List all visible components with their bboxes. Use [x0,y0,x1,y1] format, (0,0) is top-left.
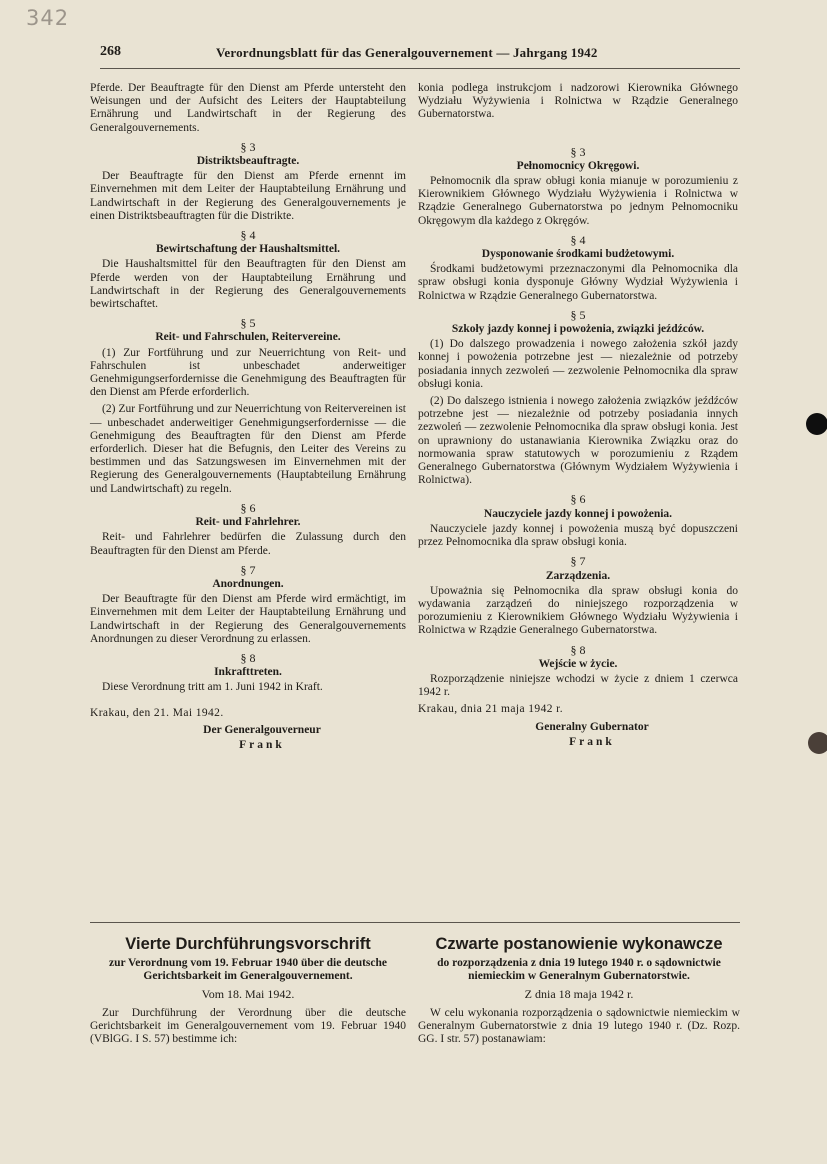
section-heading: Zarządzenia. [545,569,611,582]
regulation-date: Vom 18. Mai 1942. [201,987,295,1001]
place-date-line: Krakau, den 21. Mai 1942. [90,706,224,719]
section-heading: Inkrafttreten. [214,666,282,679]
section-number: § 7 [240,562,256,577]
section-number: § 4 [570,232,586,247]
punch-hole [808,732,827,754]
german-column [90,82,406,752]
polish-column [418,82,738,749]
section-number: § 6 [570,492,586,507]
section-number: § 6 [240,500,256,515]
section-number: § 8 [240,650,256,665]
regulation-title: Czwarte postanowienie wykonawcze [435,935,723,953]
regulation-preamble: W celu wykonania rozporządzenia o sądownictwie niemieckim w Generalnym Gubernatorstwie z dnia 19 lutego 1940 r. (Dz. Rozp. GG. I str. 57) postanawiam: [418,1007,740,1045]
signer-name: Frank [569,735,615,748]
regulation-title: Vierte Durchführungsvorschrift [125,935,371,953]
section-heading: Pełnomocnicy Okręgowi. [516,159,640,172]
section-heading: Dysponowanie środkami budżetowymi. [481,248,675,261]
german-regulation-start [90,936,406,1046]
section-paragraph-1: (1) Do dalszego prowadzenia i nowego założenia szkół jazdy konnej i powożenia potrzebne jest — niezależnie od potrzeby posiadania innych zezwoleń — zezwolenie Pełnomocnika dla spraw obsługi konia. [418,338,738,390]
section-text: Pełnomocnik dla spraw obługi konia mianuje w porozumieniu z Kierownikiem Głównego Wydziału Wyżywienia i Rolnictwa w Rządzie Generalnego Gubernatorstwa po jednym Pełnomocniku Okręgowym dla każdego z Okręgów. [418,175,738,227]
intro-paragraph: Pferde. Der Beauftragte für den Dienst am Pferde untersteht den Weisungen und der Aufsicht des Leiters der Hauptabteilung Ernährung und Landwirtschaft in der Regierung des Generalgouvernements. [90,82,406,134]
section-number: § 5 [240,316,256,331]
section-paragraph-2: (2) Zur Fortführung und zur Neuerrichtung von Reitervereinen ist — unbeschadet anderweitiger Genehmigungserfordernisse — die Genehmigung des Beauftragten für den Dienst am Pferde erforderlich. Dieser hat die Befugnis, den Leiter des Vereins zu bestimmen und das Satzungswesen im Einvernehmen mit der Regierung des Generalgouvernements (Hauptabteilung Ernährung und Landwirtschaft) zu regeln. [90,403,406,495]
punch-hole [806,413,827,435]
section-heading: Szkoły jazdy konnej i powożenia, związki jeźdźców. [451,323,705,336]
section-heading: Nauczyciele jazdy konnej i powożenia. [483,507,673,520]
section-divider [90,922,740,923]
section-heading: Distriktsbeauftragte. [196,155,300,168]
section-number: § 3 [240,139,256,154]
section-heading: Wejście w życie. [538,657,618,670]
section-heading: Bewirtschaftung der Haushaltsmittel. [155,243,341,256]
section-text: Der Beauftragte für den Dienst am Pferde ernennt im Einvernehmen mit dem Leiter der Hauptabteilung Ernährung und Landwirtschaft in der Regierung des Generalgouvernements je einen Distriktsbeauftragten für die Distrikte. [90,170,406,222]
section-number: § 3 [570,144,586,159]
regulation-date: Z dnia 18 maja 1942 r. [524,987,634,1001]
section-text: Die Haushaltsmittel für den Beauftragten für den Dienst am Pferde werden von der Hauptabteilung Ernährung und Landwirtschaft in der Regierung des Generalgouvernements bewirtschaftet. [90,258,406,311]
section-number: § 5 [570,307,586,322]
place-date-line: Krakau, dnia 21 maja 1942 r. [418,703,564,716]
section-text: Der Beauftragte für den Dienst am Pferde wird ermächtigt, im Einvernehmen mit dem Leiter der Hauptabteilung Ernährung und Landwirtschaft in der Regierung des Generalgouvernements Anordnungen zu dieser Verordnung zu erlassen. [90,593,406,645]
handwritten-page-note: 342 [26,6,70,30]
polish-regulation-start [418,936,740,1046]
section-text: Środkami budżetowymi przeznaczonymi dla Pełnomocnika dla spraw obsługi konia dysponuje Główny Wydział Wyżywienia i Rolnictwa w Rządzie Generalnego Gubernatorstwa. [418,263,738,302]
regulation-preamble: Zur Durchführung der Verordnung über die deutsche Gerichtsbarkeit im Generalgouvernement vom 19. Februar 1940 (VBlGG. I S. 57) bestimme ich: [90,1007,406,1045]
section-heading: Reit- und Fahrschulen, Reitervereine. [155,331,341,344]
page-header [100,44,740,69]
section-text: Upoważnia się Pełnomocnika dla spraw obsługi konia do wydawania zarządzeń do niniejszego rozporządzenia w porozumieniu z Kierownikiem Głównego Wydziału Wyżywienia i Rolnictwa w Rządzie Generalnego Gubernatorstwa. [418,584,738,637]
section-number: § 4 [240,228,256,243]
signer-title: Generalny Gubernator [535,720,649,733]
section-number: § 8 [570,642,586,657]
section-text: Reit- und Fahrlehrer bedürfen die Zulassung durch den Beauftragten für den Dienst am Pferde. [90,531,406,557]
regulation-subtitle: zur Verordnung vom 19. Februar 1940 über die deutsche Gerichtsbarkeit im Generalgouvernement. [108,957,388,982]
section-paragraph-1: (1) Zur Fortführung und zur Neuerrichtung von Reit- und Fahrschulen ist unbeschadet anderweitiger Genehmigungserfordernisse die Genehmigung des Beauftragten für den Dienst am Pferde erforderlich. [90,346,406,399]
section-paragraph-2: (2) Do dalszego istnienia i nowego założenia związków jeźdźców potrzebne jest — niezależnie od potrzeby posiadania innych zezwoleń — zezwolenie Pełnomocnika dla spraw obsługi konia. Jest on uprawniony do ustanawiania Kierownika Związku oraz do normowania spraw statutowych w porozumieniu z Rządem Generalnego Gubernatorstwa (Głównym Wydziałem Wyżywienia i Rolnictwa). [418,395,738,487]
section-text: Diese Verordnung tritt am 1. Juni 1942 in Kraft. [102,681,323,694]
regulation-subtitle: do rozporządzenia z dnia 19 lutego 1940 r. o sądownictwie niemieckim w Generalnym Gubernatorstwie. [437,957,721,982]
intro-paragraph: konia podlega instrukcjom i nadzorowi Kierownika Głównego Wydziału Wyżywienia i Rolnictwa w Rządzie Generalnego Gubernatorstwa. [418,82,738,121]
section-heading: Reit- und Fahrlehrer. [195,516,301,529]
section-number: § 7 [570,554,586,569]
section-text: Rozporządzenie niniejsze wchodzi w życie z dniem 1 czerwca 1942 r. [418,672,738,699]
section-heading: Anordnungen. [212,577,284,590]
signer-name: Frank [239,738,285,751]
signer-title: Der Generalgouverneur [203,723,321,736]
running-title: Verordnungsblatt für das Generalgouvernement — Jahrgang 1942 [216,45,598,60]
page-number: 268 [100,44,121,59]
section-text: Nauczyciele jazdy konnej i powożenia muszą być dopuszczeni przez Pełnomocnika dla spraw obsługi konia. [418,522,738,549]
